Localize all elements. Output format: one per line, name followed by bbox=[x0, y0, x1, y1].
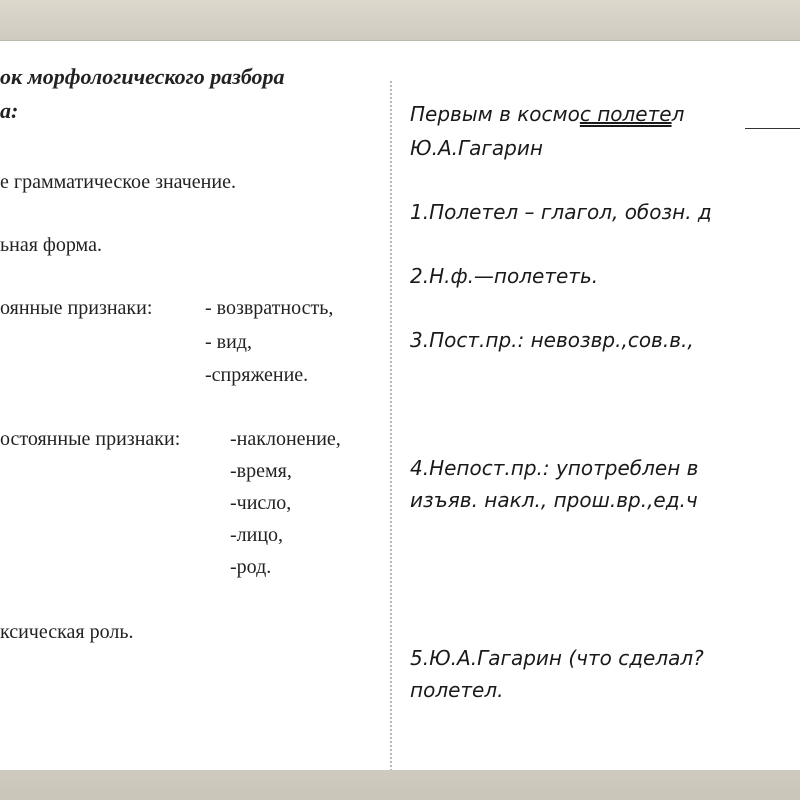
parse-step-5-line1: 5.Ю.А.Гагарин (что сделал? bbox=[410, 646, 704, 670]
constant-feature-value: - вид, bbox=[205, 331, 252, 353]
variable-feature-value: -время, bbox=[230, 460, 292, 482]
sentence-text: Первым в космо bbox=[410, 102, 580, 126]
constant-feature-value: -спряжение. bbox=[205, 364, 309, 386]
parse-step-3: 3.Пост.пр.: невозвр.,сов.в., bbox=[410, 328, 694, 352]
column-divider bbox=[390, 81, 392, 771]
sentence-text: л bbox=[671, 102, 685, 126]
left-item-initial-form: ьная форма. bbox=[0, 234, 102, 256]
blank-underline bbox=[745, 128, 800, 129]
left-heading-line2: а: bbox=[0, 98, 19, 123]
underlined-predicate: с полете bbox=[579, 102, 672, 126]
constant-feature-value: - возвратность, bbox=[205, 297, 334, 319]
example-sentence-line2: Ю.А.Гагарин bbox=[410, 136, 543, 160]
variable-feature-value: -наклонение, bbox=[230, 428, 341, 450]
variable-feature-value: -число, bbox=[230, 492, 292, 514]
variable-feature-value: -род. bbox=[230, 556, 272, 578]
left-item-syntactic-role: ксическая роль. bbox=[0, 621, 134, 643]
left-heading-line1: ок морфологического разбора bbox=[0, 64, 285, 89]
top-frame-band bbox=[0, 0, 800, 40]
left-item-variable-features: остоянные признаки: bbox=[0, 428, 181, 450]
parse-step-5-line2: полетел. bbox=[410, 678, 504, 702]
slide-page bbox=[0, 40, 800, 772]
bottom-frame-band bbox=[0, 770, 800, 800]
parse-step-1: 1.Полетел – глагол, обозн. д bbox=[410, 200, 712, 224]
parse-step-4-line1: 4.Непост.пр.: употреблен в bbox=[410, 456, 699, 480]
example-sentence-line1 bbox=[410, 102, 684, 126]
parse-step-4-line2: изъяв. накл., прош.вр.,ед.ч bbox=[410, 488, 698, 512]
parse-step-2: 2.Н.ф.—полететь. bbox=[410, 264, 599, 288]
left-item-grammatical-meaning: е грамматическое значение. bbox=[0, 171, 236, 193]
variable-feature-value: -лицо, bbox=[230, 524, 284, 546]
left-item-constant-features: оянные признаки: bbox=[0, 297, 153, 319]
